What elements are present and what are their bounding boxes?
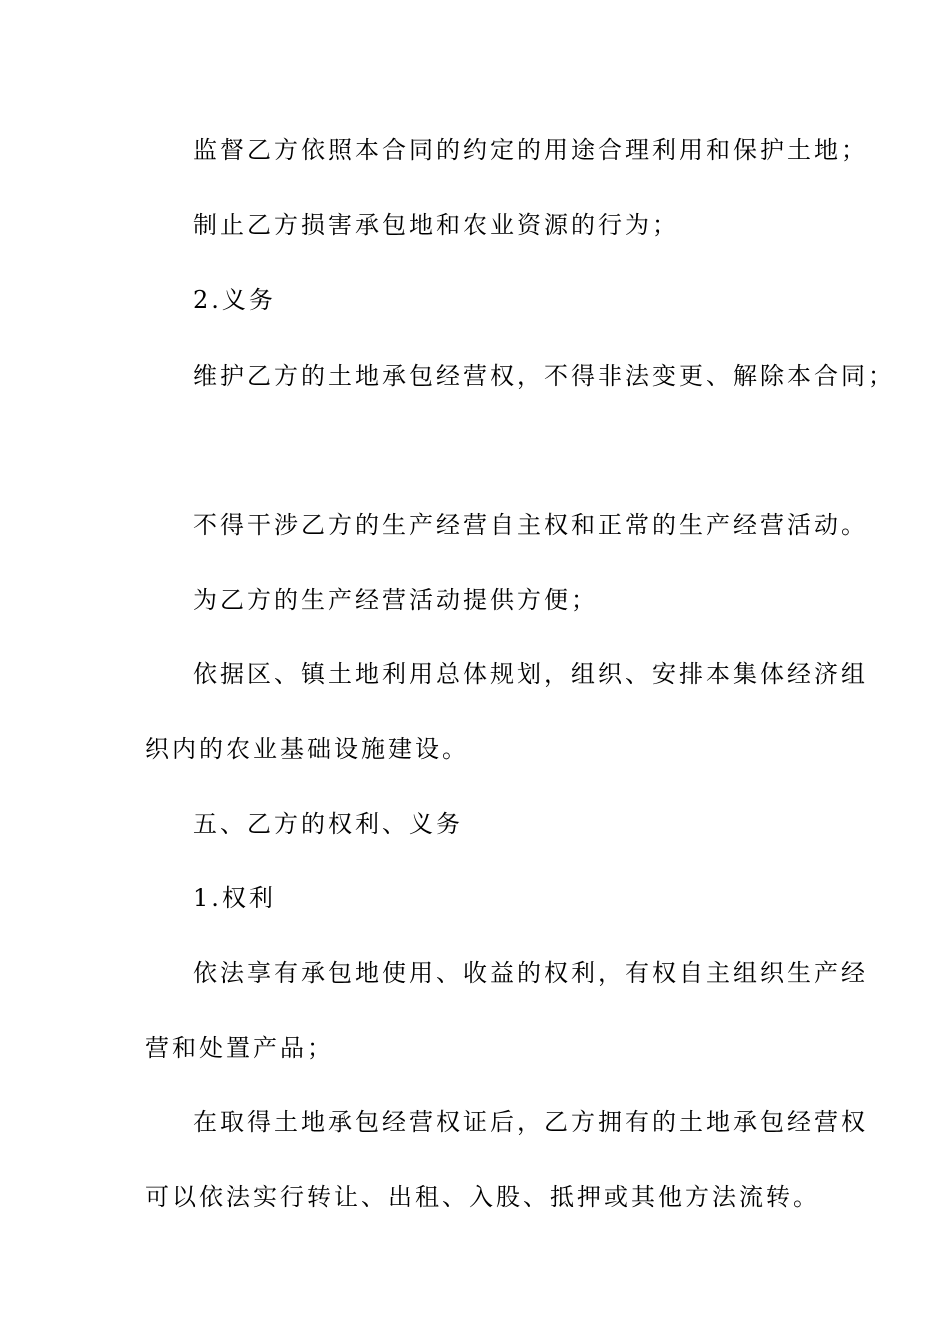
section-heading-obligations: 2.义务 — [193, 286, 276, 314]
section-heading-party-b: 五、乙方的权利、义务 — [193, 810, 463, 838]
text-line: 依据区、镇土地利用总体规划，组织、安排本集体经济组 — [193, 660, 868, 688]
text-line: 在取得土地承包经营权证后，乙方拥有的土地承包经营权 — [193, 1108, 868, 1136]
text-line: 制止乙方损害承包地和农业资源的行为； — [193, 211, 679, 239]
section-heading-rights: 1.权利 — [193, 884, 276, 912]
text-line: 织内的农业基础设施建设。 — [145, 735, 469, 763]
text-line: 为乙方的生产经营活动提供方便； — [193, 586, 598, 614]
text-line: 监督乙方依照本合同的约定的用途合理利用和保护土地； — [193, 136, 868, 164]
text-line: 营和处置产品； — [145, 1034, 334, 1062]
text-line: 维护乙方的土地承包经营权，不得非法变更、解除本合同； — [193, 362, 895, 390]
text-line: 依法享有承包地使用、收益的权利，有权自主组织生产经 — [193, 959, 868, 987]
text-line: 不得干涉乙方的生产经营自主权和正常的生产经营活动。 — [193, 511, 868, 539]
text-line: 可以依法实行转让、出租、入股、抵押或其他方法流转。 — [145, 1183, 820, 1211]
